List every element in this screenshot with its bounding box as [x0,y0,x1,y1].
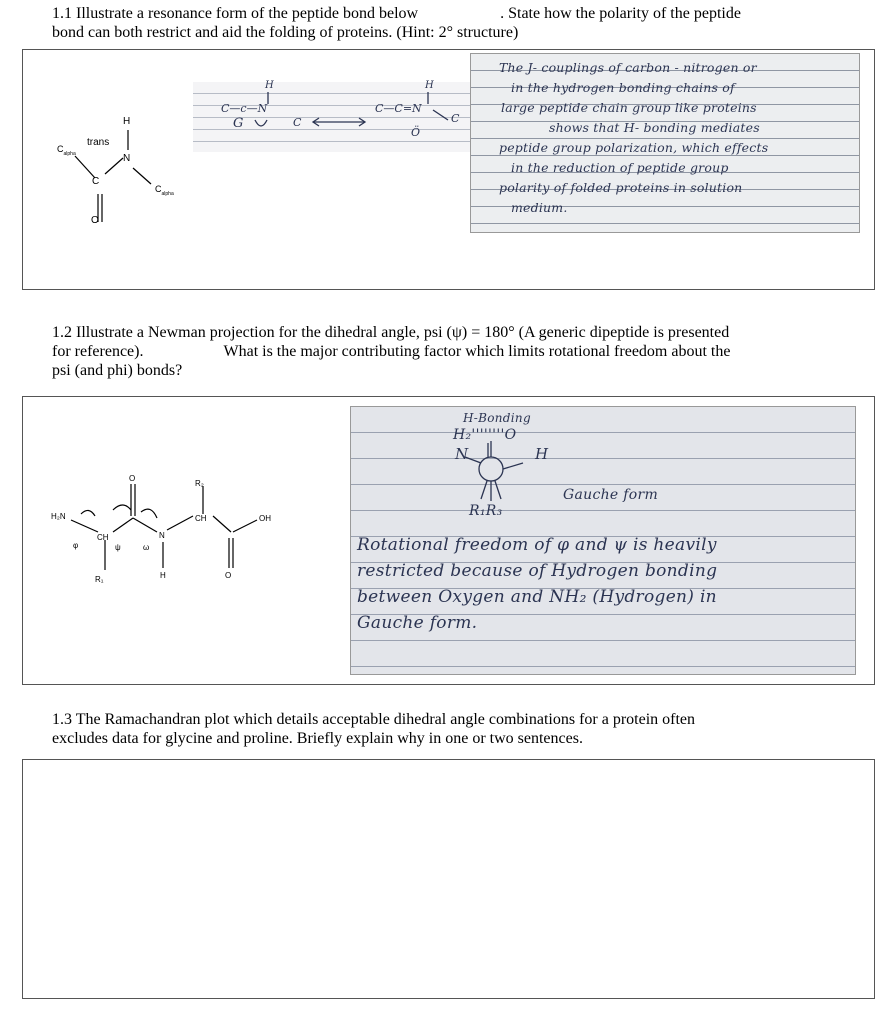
handwritten-note-1 [470,53,860,233]
question-1-2-line-1: 1.2 Illustrate a Newman projection for the dihedral angle, psi (ψ) = 180° (A generic dipeptide is presented [52,324,730,341]
ch-left: CH [97,533,109,542]
o-right: O [225,571,232,580]
note-2-line-4: Gauche form. [357,613,478,633]
h-bonding-label: H-Bonding [463,411,531,425]
trans-label: trans [87,137,110,148]
answer-box-2[interactable] [22,396,875,685]
omega-label: ω [143,543,150,552]
o-atom: O [91,215,99,226]
calpha-right: $C_{alpha}$ [155,184,174,197]
note-1-line-2: in the hydrogen bonding chains of [511,80,735,95]
note-1-line-5: peptide group polarization, which effects [499,140,769,155]
note-1-line-8: medium. [511,200,568,215]
question-1-3-line-1: 1.3 The Ramachandran plot which details acceptable dihedral angle combinations for a protein often [52,711,696,728]
sketch-left-chain: C—c—N [221,102,268,115]
h-label: H [535,445,549,463]
answer-box-1[interactable] [22,49,875,290]
gauche-form-label: Gauche form [563,487,659,503]
sketch-left-h: H [265,80,274,91]
note-2-line-2: restricted because of Hydrogen bonding [357,561,718,581]
resonance-sketch [193,82,473,152]
question-1-3 [52,710,852,748]
note-1-line-3: large peptide chain group like proteins [501,100,757,115]
dipeptide-lines [43,472,303,612]
h2n-label: H₂N [51,512,66,521]
n-label: N [455,445,469,463]
resonance-arrow [193,82,473,152]
r2-label: R₂ [195,479,204,488]
answer-box-3[interactable] [22,759,875,999]
ch-right: CH [195,514,207,523]
newman-projection [451,427,591,537]
n-atom-2: N [159,531,165,540]
question-1-2-line-2 [52,342,852,361]
question-1-3-line-2: excludes data for glycine and proline. Briefly explain why in one or two sentences. [52,730,583,747]
note-2-line-3: between Oxygen and NH₂ (Hydrogen) in [357,587,717,607]
question-1-2-line-3: psi (and phi) bonds? [52,362,183,379]
question-1-2-text-a: for reference). [52,343,144,360]
sketch-left-o: G [233,116,244,131]
h2o-label: H₂''''''''O [453,427,517,443]
h-atom-2: H [160,571,166,580]
r1r3-label: R₁R₃ [469,503,503,519]
sketch-right-o: Ö [411,126,421,139]
calpha-left: $C_{alpha}$ [57,144,76,157]
note-1-line-7: polarity of folded proteins in solution [499,180,743,195]
handwritten-note-2 [350,406,856,675]
psi-label: ψ [115,543,121,552]
sketch-right-h: H [425,80,434,91]
question-1-1-text-b: . State how the polarity of the peptide [500,5,741,22]
r1-label: R₁ [95,575,104,584]
question-1-2-text-b: What is the major contributing factor which limits rotational freedom about the [223,343,731,360]
c-atom: C [92,176,100,187]
question-1-2 [52,323,852,380]
o-left: O [129,474,136,483]
note-2-line-1: Rotational freedom of φ and ψ is heavily [357,535,717,555]
question-1-1-line-1 [52,4,852,23]
h-atom: H [123,116,131,127]
note-1-line-1: The J- couplings of carbon - nitrogen or [499,60,757,75]
note-1-line-6: in the reduction of peptide group [511,160,729,175]
n-atom: N [123,153,131,164]
oh-label: OH [259,514,271,523]
question-1-1 [52,4,852,42]
sketch-left-c: C [293,116,302,129]
note-1-line-4: shows that H- bonding mediates [549,120,760,135]
sketch-right-c: C [451,112,460,125]
question-1-1-text-a: 1.1 Illustrate a resonance form of the peptide bond below [52,5,419,22]
peptide-bond-lines [53,110,213,270]
sketch-right-chain: C—C=N [375,102,422,115]
phi-label: φ [73,541,79,550]
question-1-1-line-2: bond can both restrict and aid the folding of proteins. (Hint: 2° structure) [52,24,519,41]
